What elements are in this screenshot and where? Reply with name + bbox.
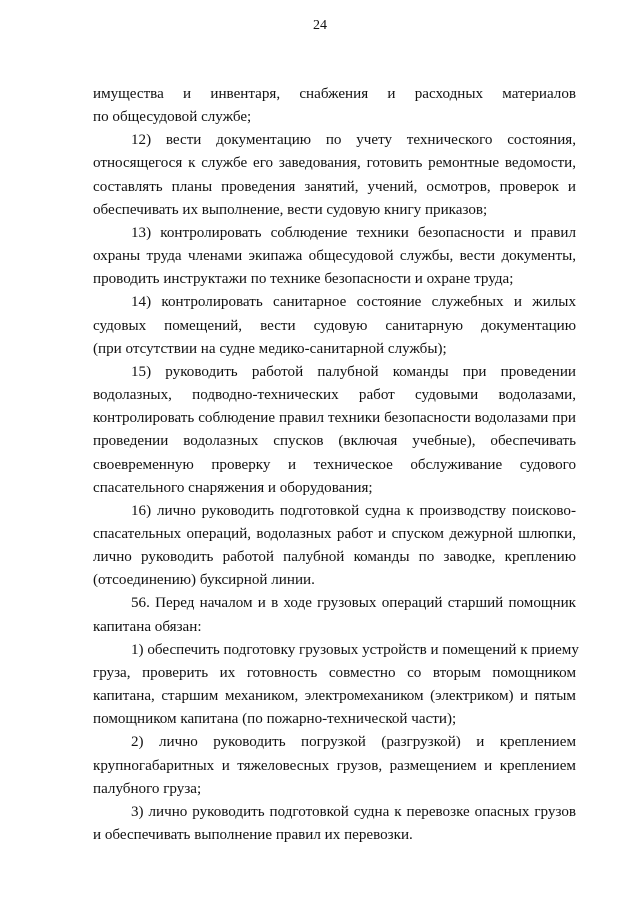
text-line: крупногабаритных и тяжеловесных грузов, размещением и креплением: [93, 757, 576, 774]
text-line: по общесудовой службе;: [93, 109, 252, 126]
text-line: своевременную проверку и техническое обслуживание судового: [93, 456, 576, 473]
paragraph-section-56-item-1: [93, 639, 579, 732]
text-line: 16) лично руководить подготовкой судна к производству поисково-: [131, 502, 576, 519]
text-line: (при отсутствии на судне медико-санитарной службы);: [93, 340, 447, 357]
text-line: спасательных операций, водолазных работ и спуском дежурной шлюпки,: [93, 525, 576, 542]
text-line: капитана, старшим механиком, электромехаником (электриком) и пятым: [93, 688, 576, 705]
text-line: 2) лично руководить погрузкой (разгрузкой) и креплением: [131, 734, 576, 751]
text-line: охраны труда членами экипажа общесудовой службы, вести документы,: [93, 248, 576, 265]
paragraph-section-56: [93, 592, 576, 638]
text-line: груза, проверить их готовность совместно со вторым помощником: [93, 664, 576, 681]
paragraph-section-56-item-3: [93, 801, 576, 847]
text-line: (отсоединению) буксирной линии.: [93, 572, 315, 589]
text-line: 13) контролировать соблюдение техники безопасности и правил: [131, 224, 576, 241]
text-line: относящегося к службе его заведования, готовить ремонтные ведомости,: [93, 155, 576, 172]
text-line: помощником капитана (по пожарно-технической части);: [93, 711, 457, 728]
text-line: 56. Перед началом и в ходе грузовых операций старший помощник: [131, 595, 576, 612]
text-line: 12) вести документацию по учету технического состояния,: [131, 132, 576, 149]
text-line: лично руководить работой палубной команды по заводке, креплению: [93, 549, 576, 566]
text-line: 15) руководить работой палубной команды при проведении: [131, 363, 576, 380]
paragraph-item-15: [93, 361, 576, 500]
paragraph-item-12: [93, 129, 576, 222]
document-body: [93, 83, 579, 847]
paragraph-continuation: [93, 83, 576, 129]
text-line: 14) контролировать санитарное состояние служебных и жилых: [131, 294, 576, 311]
text-line: контролировать соблюдение правил техники безопасности водолазами при: [93, 410, 576, 427]
text-line: имущества и инвентаря, снабжения и расходных материалов: [93, 86, 576, 102]
text-line: 3) лично руководить подготовкой судна к перевозке опасных грузов: [131, 803, 576, 820]
paragraph-section-56-item-2: [93, 731, 576, 800]
text-line: судовых помещений, вести судовую санитарную документацию: [93, 317, 576, 334]
text-line: проведении водолазных спусков (включая учебные), обеспечивать: [93, 433, 576, 450]
text-line: палубного груза;: [93, 780, 202, 797]
paragraph-item-16: [93, 500, 576, 593]
text-line: обеспечивать их выполнение, вести судовую книгу приказов;: [93, 201, 488, 218]
text-line: водолазных, подводно-технических работ судовыми водолазами,: [93, 387, 576, 404]
text-line: и обеспечивать выполнение правил их перевозки.: [93, 827, 413, 843]
page-number: 24: [313, 18, 327, 33]
text-line: спасательного снаряжения и оборудования;: [93, 479, 373, 496]
text-line: проводить инструктажи по технике безопасности и охране труда;: [93, 271, 514, 288]
text-line: капитана обязан:: [93, 618, 202, 635]
paragraph-item-14: [93, 291, 576, 360]
text-line: составлять планы проведения занятий, учений, осмотров, проверок и: [93, 178, 576, 195]
paragraph-item-13: [93, 222, 576, 291]
text-line: 1) обеспечить подготовку грузовых устройств и помещений к приему: [131, 641, 579, 658]
